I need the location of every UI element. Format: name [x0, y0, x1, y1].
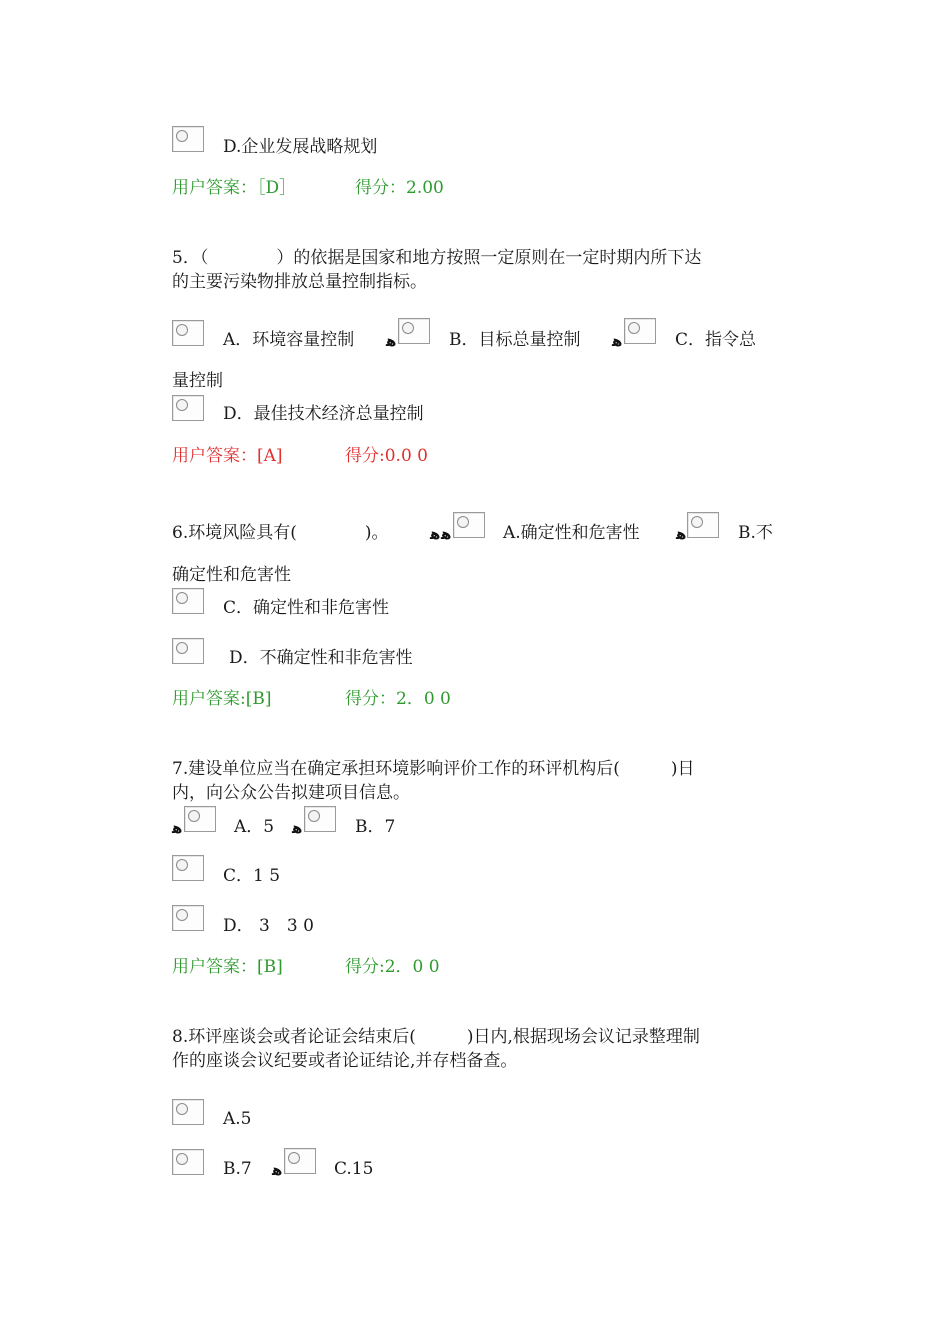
q6-option-c-label: C．确定性和非危害性	[223, 598, 390, 618]
stray-glyph-icon: ﻫ	[430, 525, 441, 543]
q7-option-a-radio[interactable]	[184, 806, 216, 832]
radio-icon	[176, 859, 188, 871]
q6-stem: 6.环境风险具有( )。	[172, 523, 389, 543]
q5-option-b-label: B．目标总量控制	[449, 330, 581, 350]
q7-option-c-label: C．1 5	[223, 866, 281, 886]
q7-score: 得分:2．0 0	[345, 957, 440, 977]
q7-option-a-label: A．5	[234, 817, 275, 837]
q7-option-b-radio[interactable]	[304, 806, 336, 832]
q5-option-c-radio[interactable]	[624, 318, 656, 344]
q5-stem-line1: 5．（ ）的依据是国家和地方按照一定原则在一定时期内所下达	[172, 248, 702, 268]
q5-score: 得分:0.0 0	[345, 446, 428, 466]
radio-icon	[188, 810, 200, 822]
q5-option-d-radio[interactable]	[172, 395, 204, 421]
radio-icon	[176, 324, 188, 336]
radio-icon	[176, 909, 188, 921]
q4-option-d-radio[interactable]	[172, 126, 204, 152]
radio-icon	[176, 399, 188, 411]
q7-user-answer: 用户答案：[B]	[172, 957, 283, 977]
q7-option-b-label: B．7	[355, 817, 396, 837]
q4-score: 得分：2.00	[355, 178, 444, 198]
q5-option-c-label: C．指令总	[675, 330, 757, 350]
q4-option-d-label: D.企业发展战略规划	[223, 137, 378, 157]
radio-icon	[691, 516, 703, 528]
radio-icon	[176, 1153, 188, 1165]
q5-user-answer: 用户答案：[A]	[172, 446, 283, 466]
q8-option-a-label: A.5	[223, 1109, 252, 1129]
radio-icon	[308, 810, 320, 822]
q6-user-answer: 用户答案:[B]	[172, 689, 272, 709]
stray-glyph-icon: ﻫ	[172, 819, 183, 837]
q5-option-a-label: A．环境容量控制	[223, 330, 355, 350]
q6-option-d-radio[interactable]	[172, 638, 204, 664]
q6-option-d-label: D．不确定性和非危害性	[229, 648, 413, 668]
q8-stem-line1: 8.环评座谈会或者论证会结束后( )日内,根据现场会议记录整理制	[172, 1027, 700, 1047]
q8-option-c-radio[interactable]	[284, 1148, 316, 1174]
q6-option-a-label: A.确定性和危害性	[503, 523, 640, 543]
radio-icon	[176, 592, 188, 604]
stray-glyph-icon: ﻫ	[676, 525, 687, 543]
radio-icon	[457, 516, 469, 528]
q5-stem-line2: 的主要污染物排放总量控制指标。	[172, 272, 427, 292]
q6-option-b-radio[interactable]	[687, 512, 719, 538]
q5-option-b-radio[interactable]	[398, 318, 430, 344]
q7-stem-line1: 7.建设单位应当在确定承担环境影响评价工作的环评机构后( )日	[172, 759, 695, 779]
stray-glyph-icon: ﻫ	[292, 819, 303, 837]
q5-option-d-label: D．最佳技术经济总量控制	[223, 404, 424, 424]
q8-stem-line2: 作的座谈会议纪要或者论证结论,并存档备查。	[172, 1051, 518, 1071]
q6-option-c-radio[interactable]	[172, 588, 204, 614]
radio-icon	[176, 130, 188, 142]
q8-option-a-radio[interactable]	[172, 1099, 204, 1125]
stray-glyph-icon: ﻫ	[386, 332, 397, 350]
stray-glyph-icon: ﻫ	[272, 1161, 283, 1179]
q5-option-c-continued: 量控制	[172, 371, 223, 391]
stray-glyph-icon: ﻫ	[612, 332, 623, 350]
q7-option-d-radio[interactable]	[172, 905, 204, 931]
radio-icon	[176, 1103, 188, 1115]
radio-icon	[402, 322, 414, 334]
q8-option-b-label: B.7	[223, 1159, 252, 1179]
q6-option-a-radio[interactable]	[453, 512, 485, 538]
radio-icon	[288, 1152, 300, 1164]
q5-option-a-radio[interactable]	[172, 320, 204, 346]
radio-icon	[628, 322, 640, 334]
q6-score: 得分：2．0 0	[345, 689, 451, 709]
q6-option-b-continued: 确定性和危害性	[172, 565, 291, 585]
radio-icon	[176, 642, 188, 654]
q4-user-answer: 用户答案：［D］	[172, 178, 297, 198]
q6-option-b-label: B.不	[738, 523, 773, 543]
q7-stem-line2: 内，向公众公告拟建项目信息。	[172, 783, 410, 803]
q7-option-c-radio[interactable]	[172, 855, 204, 881]
q8-option-b-radio[interactable]	[172, 1149, 204, 1175]
stray-glyph-icon: ﻫ	[441, 525, 452, 543]
q8-option-c-label: C.15	[334, 1159, 374, 1179]
q7-option-d-label: D． 3 3 0	[223, 916, 314, 936]
